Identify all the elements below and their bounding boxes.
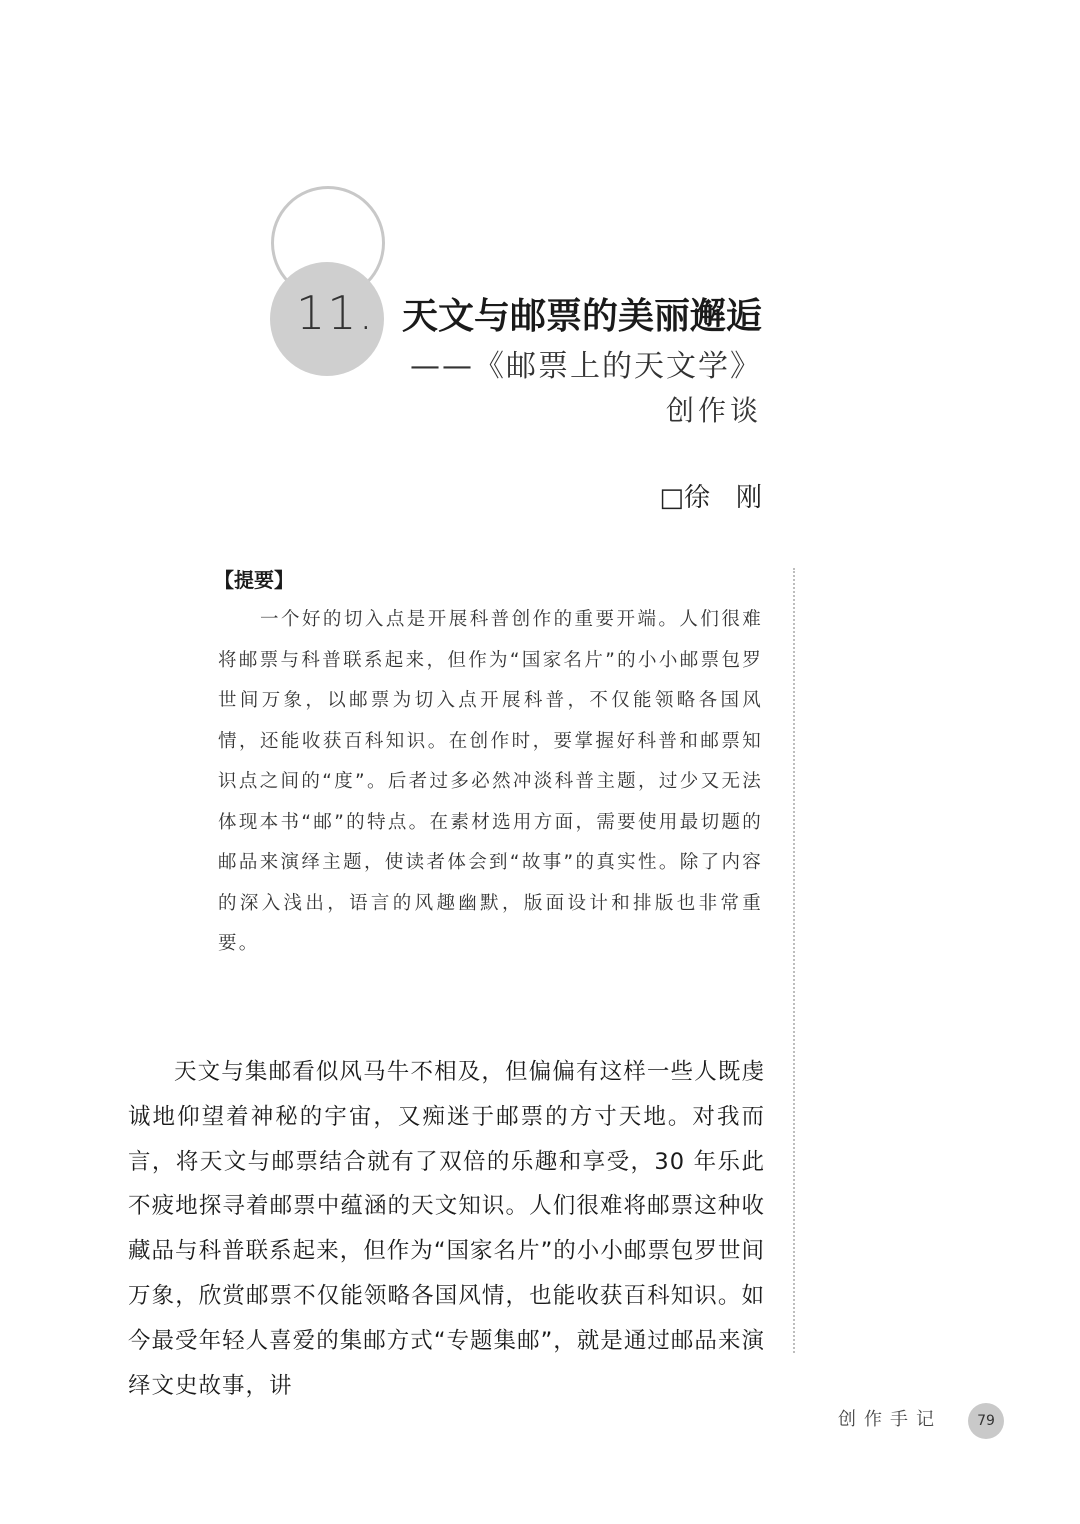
page-number: 79 — [977, 1413, 995, 1429]
chapter-subtitle: ——《邮票上的天文学》 — [410, 349, 762, 384]
author-name: □徐 刚 — [659, 483, 762, 513]
dotted-divider — [793, 568, 795, 1353]
chapter-subtitle-line2: 创作谈 — [665, 394, 762, 427]
chapter-number: 11. — [296, 286, 376, 340]
body-paragraph: 天文与集邮看似风马牛不相及，但偏偏有这样一些人既虔诚地仰望着神秘的宇宙，又痴迷于邮票的方寸天地。对我而言，将天文与邮票结合就有了双倍的乐趣和享受，30 年乐此不疲地探寻着邮票中蕴涵的天文知识。人们很难将邮票这种收藏品与科普联系起来，但作为“国家名片”的小小邮票包罗世间万象，欣赏邮票不仅能领略各国风情，也能收获百科知识。如今最受年轻人喜爱的集邮方式“专题集邮”，就是通过邮品来演绎文史故事，讲 — [128, 1059, 765, 1399]
abstract-label: 【提要】 — [214, 568, 294, 592]
footer-section-title: 创作手记 — [838, 1409, 942, 1430]
chapter-title: 天文与邮票的美丽邂逅 — [401, 296, 762, 337]
page-number-badge — [968, 1403, 1004, 1439]
abstract-text: 一个好的切入点是开展科普创作的重要开端。人们很难将邮票与科普联系起来，但作为“国家名片”的小小邮票包罗世间万象，以邮票为切入点开展科普，不仅能领略各国风情，还能收获百科知识。在创作时，要掌握好科普和邮票知识点之间的“度”。后者过多必然冲淡科普主题，过少又无法体现本书“邮”的特点。在素材选用方面，需要使用最切题的邮品来演绎主题，使读者体会到“故事”的真实性。除了内容的深入浅出，语言的风趣幽默，版面设计和排版也非常重要。 — [218, 609, 763, 954]
